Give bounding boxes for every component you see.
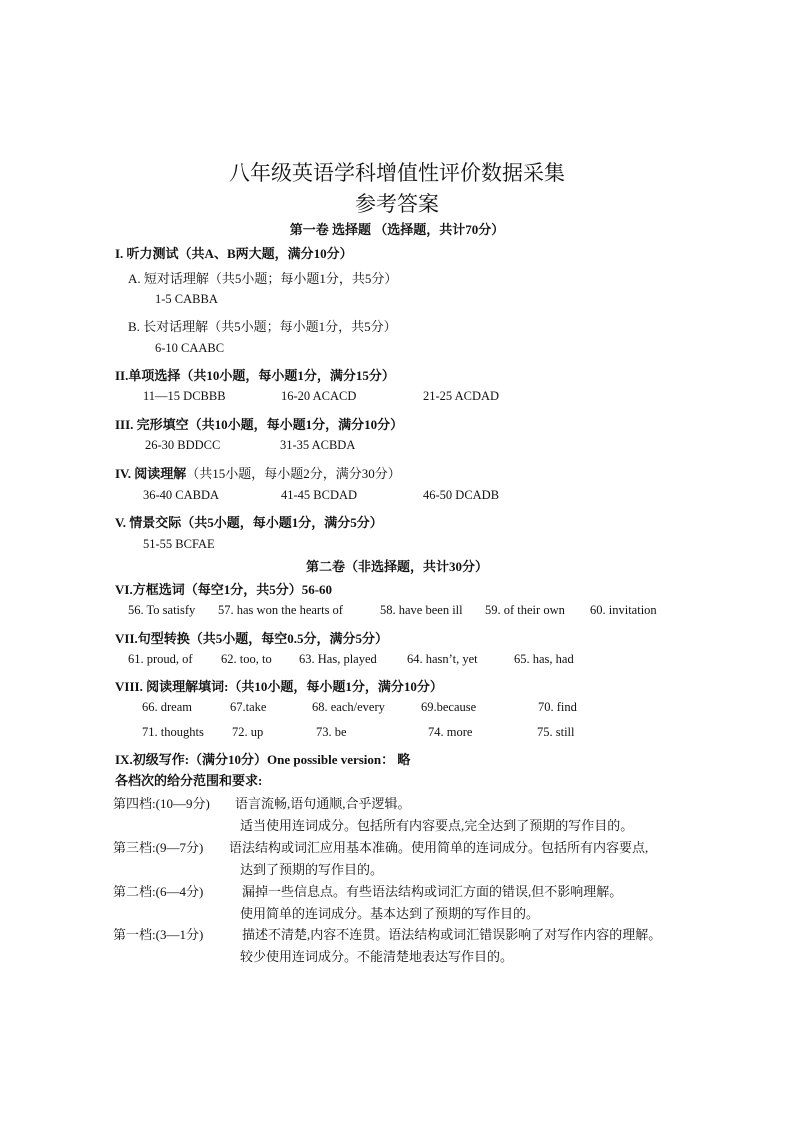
section-4-heading-rest: （共15小题，每小题2分，满分30分） xyxy=(186,466,401,481)
section-2-heading: II.单项选择（共10小题，每小题1分，满分15分） xyxy=(115,368,395,383)
answer-group: 31-35 ACBDA xyxy=(280,438,356,452)
page-title: 八年级英语学科增值性评价数据采集 xyxy=(229,161,565,185)
grade-level-label: 第二档:(6—4分) xyxy=(113,884,204,899)
answer-group: 21-25 ACDAD xyxy=(423,389,500,403)
answer-item: 62. too, to xyxy=(221,652,272,666)
answer-item: 59. of their own xyxy=(485,603,565,617)
grade-level-desc: 描述不清楚,内容不连贯。语法结构或词汇错误影响了对写作内容的理解。 xyxy=(242,927,662,942)
answer-item: 64. hasn’t, yet xyxy=(407,652,478,666)
answer-item: 75. still xyxy=(537,725,575,739)
grading-heading: 各档次的给分范围和要求: xyxy=(115,773,263,788)
page-subtitle: 参考答案 xyxy=(355,192,439,216)
answer-group: 36-40 CABDA xyxy=(143,488,220,502)
grade-level-label: 第一档:(3—1分) xyxy=(113,927,204,942)
part2-heading: 第二卷（非选择题，共计30分） xyxy=(305,559,488,574)
answer-item: 68. each/every xyxy=(312,700,385,714)
answer-item: 60. invitation xyxy=(590,603,657,617)
answer-item: 74. more xyxy=(428,725,473,739)
section-1b-label: B. 长对话理解（共5小题；每小题1分，共5分） xyxy=(128,319,397,334)
answer-item: 58. have been ill xyxy=(380,603,463,617)
section-5-heading: V. 情景交际（共5小题，每小题1分，满分5分） xyxy=(115,515,383,530)
grade-level-desc: 使用简单的连词成分。基本达到了预期的写作目的。 xyxy=(240,906,540,921)
grade-level-desc: 较少使用连词成分。不能清楚地表达写作目的。 xyxy=(240,949,514,964)
answer-item: 71. thoughts xyxy=(142,725,204,739)
answer-group: 26-30 BDDCC xyxy=(145,438,221,452)
section-8-heading: VIII. 阅读理解填词:（共10小题，每小题1分，满分10分） xyxy=(115,679,443,694)
section-7-heading: VII.句型转换（共5小题，每空0.5分，满分5分） xyxy=(115,631,389,646)
answer-item: 56. To satisfy xyxy=(128,603,196,617)
answer-item: 73. be xyxy=(316,725,347,739)
part1-heading: 第一卷 选择题 （选择题，共计70分） xyxy=(289,222,505,237)
grade-level-label: 第四档:(10—9分) xyxy=(113,796,210,811)
section-1a-answers: 1-5 CABBA xyxy=(155,292,218,306)
section-1-heading: I. 听力测试（共A、B两大题，满分10分） xyxy=(115,246,353,261)
section-1a-label: A. 短对话理解（共5小题；每小题1分，共5分） xyxy=(128,271,398,286)
section-3-heading: III. 完形填空（共10小题，每小题1分，满分10分） xyxy=(115,417,404,432)
grade-level-desc: 语言流畅,语句通顺,合乎逻辑。 xyxy=(235,796,411,811)
section-1b-answers: 6-10 CAABC xyxy=(155,341,225,355)
answer-item: 63. Has, played xyxy=(299,652,377,666)
grade-level-desc: 语法结构或词汇应用基本准确。使用简单的连词成分。包括所有内容要点, xyxy=(229,840,649,855)
section-6-heading: VI.方框选词（每空1分，共5分）56-60 xyxy=(115,582,333,597)
section-9-heading: IX.初级写作:（满分10分）One possible version： 略 xyxy=(115,752,411,767)
grade-level-desc: 达到了预期的写作目的。 xyxy=(240,862,384,877)
section-4-heading-bold: IV. 阅读理解 xyxy=(115,466,187,481)
answer-item: 70. find xyxy=(538,700,577,714)
answer-item: 72. up xyxy=(232,725,264,739)
grade-level-desc: 适当使用连词成分。包括所有内容要点,完全达到了预期的写作目的。 xyxy=(240,818,634,833)
answer-group: 46-50 DCADB xyxy=(423,488,500,502)
answer-item: 61. proud, of xyxy=(128,652,193,666)
grade-level-desc: 漏掉一些信息点。有些语法结构或词汇方面的错误,但不影响理解。 xyxy=(242,884,623,899)
answer-item: 67.take xyxy=(230,700,267,714)
answer-item: 65. has, had xyxy=(514,652,574,666)
answer-item: 57. has won the hearts of xyxy=(218,603,343,617)
section-5-answers: 51-55 BCFAE xyxy=(143,537,215,551)
answer-item: 69.because xyxy=(421,700,477,714)
answer-item: 66. dream xyxy=(142,700,192,714)
answer-group: 41-45 BCDAD xyxy=(281,488,358,502)
grade-level-label: 第三档:(9—7分) xyxy=(113,840,204,855)
answer-group: 11—15 DCBBB xyxy=(143,389,226,403)
section-4-heading xyxy=(115,463,401,482)
answer-group: 16-20 ACACD xyxy=(281,389,357,403)
